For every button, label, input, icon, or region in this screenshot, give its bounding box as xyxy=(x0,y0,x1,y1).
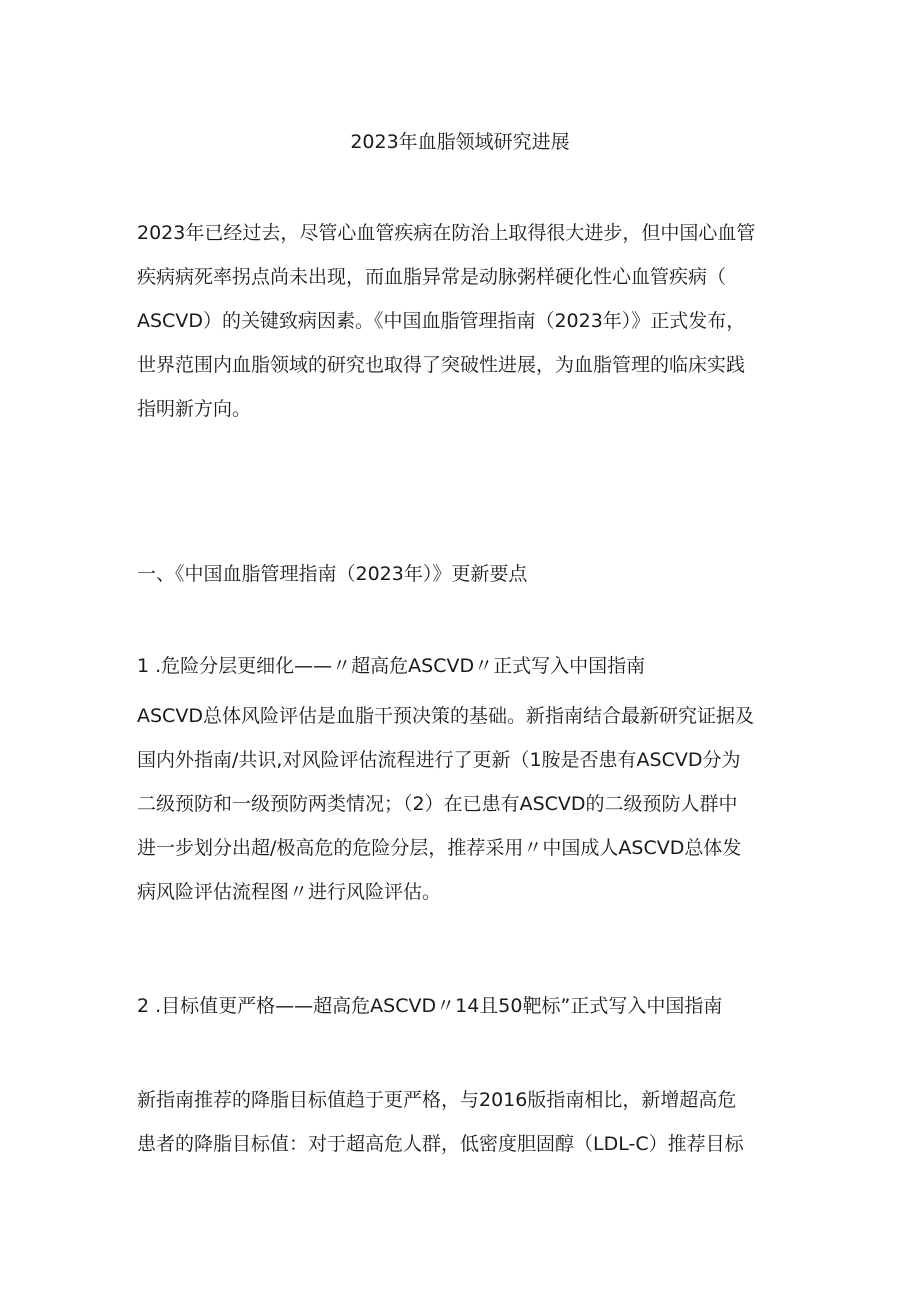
intro-paragraph xyxy=(137,211,797,431)
section-heading: 一、《中国血脂管理指南（2023年）》更新要点 xyxy=(137,563,528,585)
item2-paragraph xyxy=(137,1078,797,1166)
item1-paragraph xyxy=(137,694,797,914)
paragraph-line: 进一步划分出超/极高危的危险分层，推荐采用〃中国成人ASCVD总体发 xyxy=(137,837,742,859)
document-title: 2023年血脂领域研究进展 xyxy=(350,131,570,153)
paragraph-line: 世界范围内血脂领域的研究也取得了突破性进展，为血脂管理的临床实践 xyxy=(137,354,746,376)
paragraph-line: 患者的降脂目标值：对于超高危人群，低密度胆固醇（LDL-C）推荐目标 xyxy=(137,1133,744,1155)
paragraph-line: 2023年已经过去，尽管心血管疾病在防治上取得很大进步，但中国心血管 xyxy=(137,222,756,244)
paragraph-line: 新指南推荐的降脂目标值趋于更严格，与2016版指南相比，新增超高危 xyxy=(137,1089,737,1111)
paragraph-line: 二级预防和一级预防两类情况；（2）在已患有ASCVD的二级预防人群中 xyxy=(137,793,738,815)
paragraph-line: 指明新方向。 xyxy=(137,398,252,420)
paragraph-line: 病风险评估流程图〃进行风险评估。 xyxy=(137,881,442,903)
paragraph-line: 国内外指南/共识,对风险评估流程进行了更新（1胺是否患有ASCVD分为 xyxy=(137,749,741,771)
paragraph-line: ASCVD总体风险评估是血脂干预决策的基础。新指南结合最新研究证据及 xyxy=(137,705,754,727)
paragraph-line: 疾病病死率拐点尚未出现，而血脂异常是动脉粥样硬化性心血管疾病（ xyxy=(137,266,727,288)
subsection-heading-1: 1 .危险分层更细化——〃超高危ASCVD〃正式写入中国指南 xyxy=(137,655,646,677)
paragraph-line: ASCVD）的关键致病因素。《中国血脂管理指南（2023年）》正式发布， xyxy=(137,310,746,332)
subsection-heading-2: 2 .目标值更严格——超高危ASCVD〃14且50靶标”正式写入中国指南 xyxy=(137,995,723,1017)
